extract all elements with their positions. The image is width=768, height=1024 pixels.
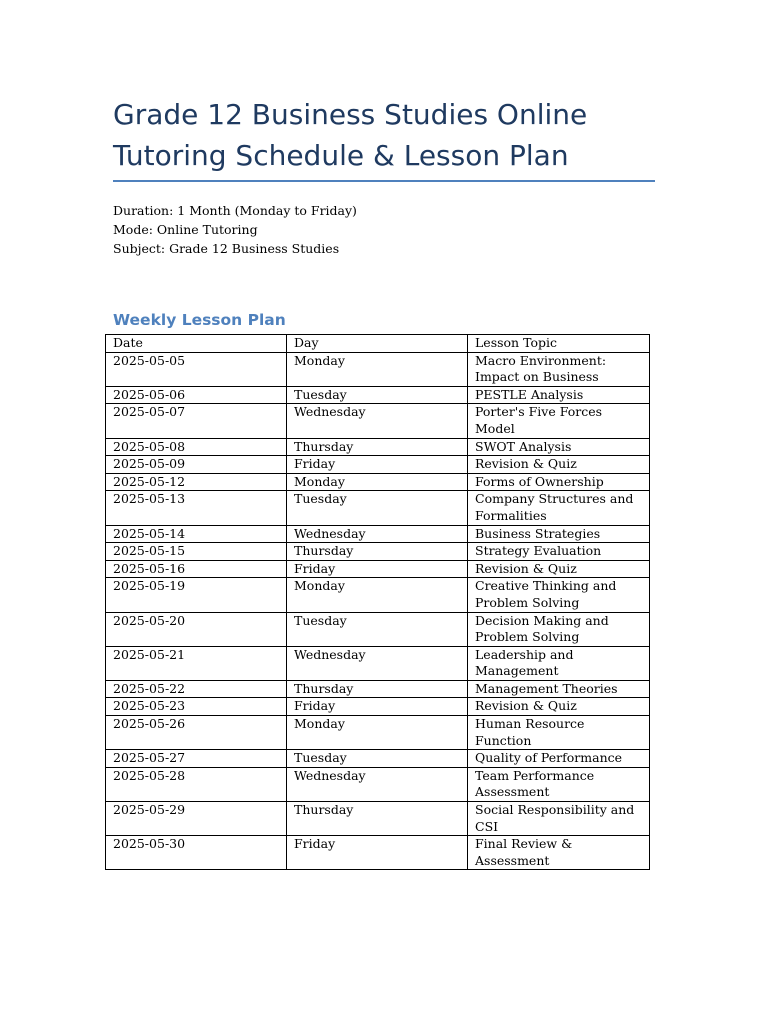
cell-lesson-topic: Business Strategies xyxy=(468,525,650,543)
cell-date: 2025-05-07 xyxy=(106,404,287,438)
header-date: Date xyxy=(106,335,287,353)
table-row xyxy=(106,352,650,386)
cell-lesson-topic: Macro Environment: Impact on Business xyxy=(468,352,650,386)
cell-date: 2025-05-15 xyxy=(106,543,287,561)
table-row xyxy=(106,802,650,836)
meta-mode: Mode: Online Tutoring xyxy=(113,222,258,237)
cell-lesson-topic: Company Structures and Formalities xyxy=(468,491,650,525)
cell-day: Thursday xyxy=(287,802,468,836)
cell-date: 2025-05-28 xyxy=(106,767,287,801)
cell-day: Tuesday xyxy=(287,750,468,768)
cell-lesson-topic: Porter's Five Forces Model xyxy=(468,404,650,438)
header-lesson-topic: Lesson Topic xyxy=(468,335,650,353)
cell-day: Friday xyxy=(287,560,468,578)
cell-date: 2025-05-21 xyxy=(106,646,287,680)
cell-lesson-topic: SWOT Analysis xyxy=(468,438,650,456)
section-heading: Weekly Lesson Plan xyxy=(113,311,286,329)
cell-date: 2025-05-20 xyxy=(106,612,287,646)
cell-date: 2025-05-12 xyxy=(106,473,287,491)
cell-day: Wednesday xyxy=(287,525,468,543)
table-row xyxy=(106,767,650,801)
table-row xyxy=(106,386,650,404)
table-row xyxy=(106,716,650,750)
cell-date: 2025-05-09 xyxy=(106,456,287,474)
table-row xyxy=(106,578,650,612)
cell-day: Friday xyxy=(287,836,468,870)
cell-day: Monday xyxy=(287,716,468,750)
cell-lesson-topic: Decision Making and Problem Solving xyxy=(468,612,650,646)
cell-lesson-topic: Final Review & Assessment xyxy=(468,836,650,870)
table-row xyxy=(106,646,650,680)
cell-day: Tuesday xyxy=(287,491,468,525)
cell-day: Monday xyxy=(287,352,468,386)
cell-day: Thursday xyxy=(287,543,468,561)
cell-day: Friday xyxy=(287,456,468,474)
document-meta xyxy=(113,201,357,258)
cell-date: 2025-05-23 xyxy=(106,698,287,716)
cell-day: Tuesday xyxy=(287,612,468,646)
table-header-row xyxy=(106,335,650,353)
cell-date: 2025-05-26 xyxy=(106,716,287,750)
cell-lesson-topic: Human Resource Function xyxy=(468,716,650,750)
header-day: Day xyxy=(287,335,468,353)
cell-lesson-topic: Social Responsibility and CSI xyxy=(468,802,650,836)
table-row xyxy=(106,612,650,646)
meta-duration: Duration: 1 Month (Monday to Friday) xyxy=(113,203,357,218)
cell-day: Monday xyxy=(287,473,468,491)
cell-lesson-topic: Leadership and Management xyxy=(468,646,650,680)
cell-lesson-topic: Forms of Ownership xyxy=(468,473,650,491)
cell-day: Tuesday xyxy=(287,386,468,404)
table-row xyxy=(106,543,650,561)
cell-date: 2025-05-06 xyxy=(106,386,287,404)
title-underline xyxy=(113,180,655,182)
cell-date: 2025-05-22 xyxy=(106,680,287,698)
cell-date: 2025-05-08 xyxy=(106,438,287,456)
document-title: Grade 12 Business Studies Online Tutoring Schedule & Lesson Plan xyxy=(113,98,588,172)
cell-day: Friday xyxy=(287,698,468,716)
cell-lesson-topic: Management Theories xyxy=(468,680,650,698)
cell-date: 2025-05-29 xyxy=(106,802,287,836)
cell-lesson-topic: PESTLE Analysis xyxy=(468,386,650,404)
cell-day: Thursday xyxy=(287,680,468,698)
cell-date: 2025-05-13 xyxy=(106,491,287,525)
table-row xyxy=(106,473,650,491)
cell-lesson-topic: Team Performance Assessment xyxy=(468,767,650,801)
lesson-plan-table xyxy=(105,334,650,870)
table-row xyxy=(106,836,650,870)
table-row xyxy=(106,750,650,768)
cell-lesson-topic: Strategy Evaluation xyxy=(468,543,650,561)
cell-lesson-topic: Creative Thinking and Problem Solving xyxy=(468,578,650,612)
table-row xyxy=(106,491,650,525)
cell-date: 2025-05-14 xyxy=(106,525,287,543)
cell-day: Wednesday xyxy=(287,646,468,680)
cell-day: Wednesday xyxy=(287,767,468,801)
meta-subject: Subject: Grade 12 Business Studies xyxy=(113,241,340,256)
cell-date: 2025-05-05 xyxy=(106,352,287,386)
cell-lesson-topic: Revision & Quiz xyxy=(468,456,650,474)
cell-date: 2025-05-30 xyxy=(106,836,287,870)
cell-date: 2025-05-27 xyxy=(106,750,287,768)
cell-lesson-topic: Quality of Performance xyxy=(468,750,650,768)
table-body xyxy=(106,352,650,870)
table-row xyxy=(106,680,650,698)
cell-lesson-topic: Revision & Quiz xyxy=(468,560,650,578)
table-row xyxy=(106,698,650,716)
table-header xyxy=(106,335,650,353)
table-row xyxy=(106,404,650,438)
cell-day: Wednesday xyxy=(287,404,468,438)
cell-day: Monday xyxy=(287,578,468,612)
cell-date: 2025-05-16 xyxy=(106,560,287,578)
cell-lesson-topic: Revision & Quiz xyxy=(468,698,650,716)
cell-day: Thursday xyxy=(287,438,468,456)
table-row xyxy=(106,560,650,578)
table-row xyxy=(106,456,650,474)
table-row xyxy=(106,525,650,543)
cell-date: 2025-05-19 xyxy=(106,578,287,612)
table-row xyxy=(106,438,650,456)
